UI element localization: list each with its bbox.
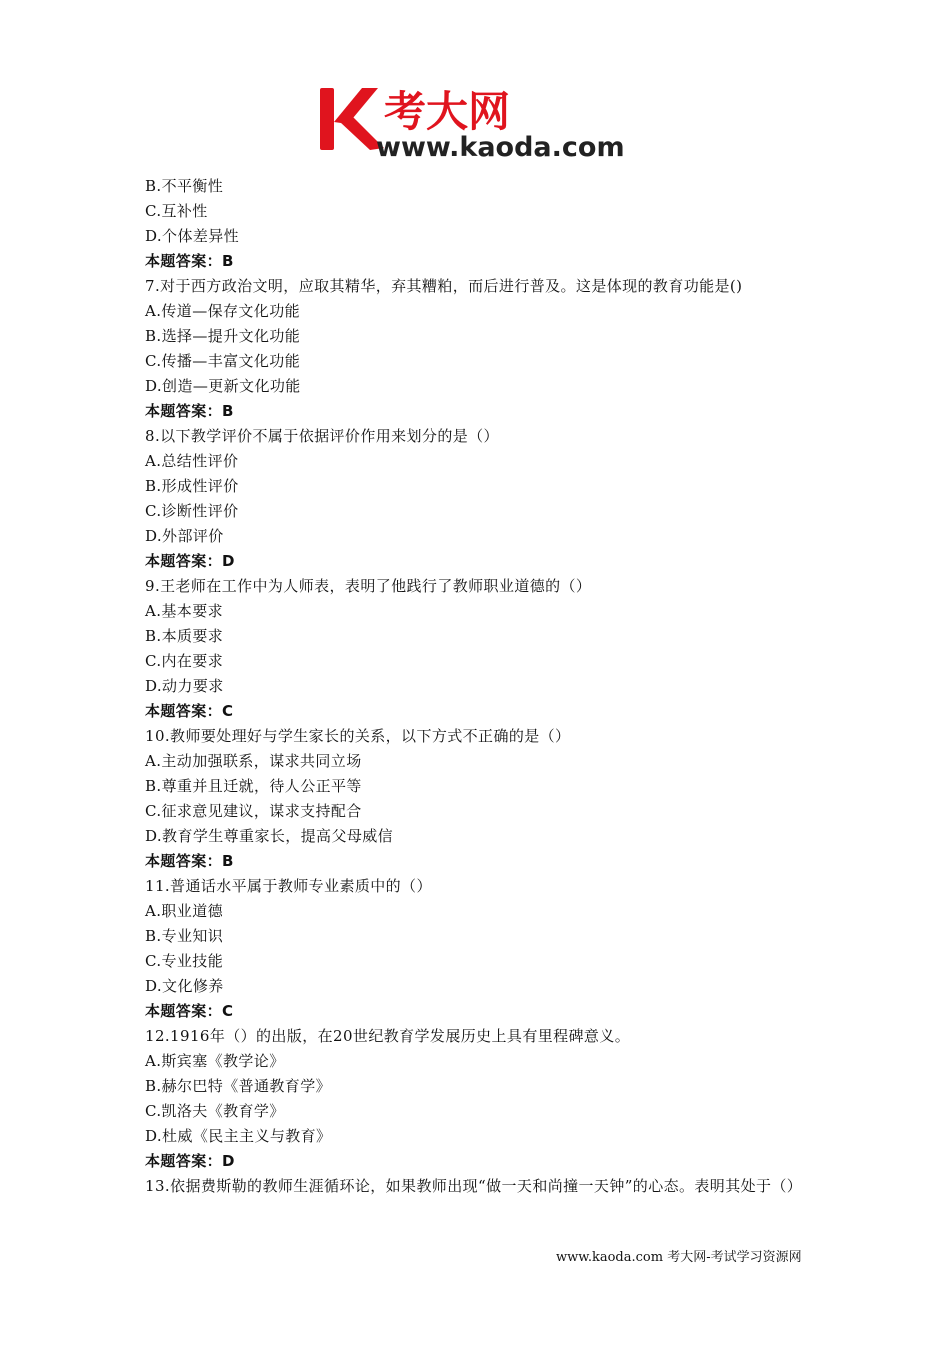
option-line: C.互补性 (145, 202, 208, 220)
answer-line: 本题答案：D (145, 552, 235, 570)
option-line: B.不平衡性 (145, 177, 224, 195)
exam-content (145, 174, 815, 1199)
option-line: A.斯宾塞《教学论》 (145, 1052, 285, 1070)
option-line: C.诊断性评价 (145, 502, 239, 520)
option-line: D.个体差异性 (145, 227, 240, 245)
option-line: D.创造—更新文化功能 (145, 377, 301, 395)
option-line: A.传道—保存文化功能 (145, 302, 301, 320)
option-line: B.赫尔巴特《普通教育学》 (145, 1077, 331, 1095)
answer-line: 本题答案：B (145, 402, 234, 420)
option-line: D.外部评价 (145, 527, 224, 545)
logo-title: 考大网 (384, 87, 511, 136)
option-line: B.本质要求 (145, 627, 224, 645)
question-line: 13.依据费斯勒的教师生涯循环论，如果教师出现“做一天和尚撞一天钟”的心态。表明其处于（） (145, 1177, 803, 1195)
question-line: 12.1916年（）的出版，在20世纪教育学发展历史上具有里程碑意义。 (145, 1027, 631, 1045)
logo-url: www.kaoda.com (376, 132, 625, 162)
option-line: A.主动加强联系，谋求共同立场 (145, 752, 362, 770)
option-line: C.内在要求 (145, 652, 224, 670)
option-line: B.尊重并且迁就，待人公正平等 (145, 777, 362, 795)
option-line: C.征求意见建议，谋求支持配合 (145, 802, 362, 820)
question-line: 8.以下教学评价不属于依据评价作用来划分的是（） (145, 427, 499, 445)
question-line: 7.对于西方政治文明，应取其精华，弃其糟粕，而后进行普及。这是体现的教育功能是() (145, 277, 743, 295)
question-line: 11.普通话水平属于教师专业素质中的（） (145, 877, 432, 895)
answer-line: 本题答案：B (145, 252, 234, 270)
option-line: D.杜威《民主主义与教育》 (145, 1127, 332, 1145)
answer-line: 本题答案：B (145, 852, 234, 870)
option-line: D.教育学生尊重家长，提高父母威信 (145, 827, 394, 845)
option-line: C.专业技能 (145, 952, 224, 970)
option-line: B.选择—提升文化功能 (145, 327, 301, 345)
answer-line: 本题答案：D (145, 1152, 235, 1170)
answer-line: 本题答案：C (145, 1002, 234, 1020)
option-line: C.凯洛夫《教育学》 (145, 1102, 285, 1120)
option-line: D.动力要求 (145, 677, 224, 695)
option-line: A.基本要求 (145, 602, 224, 620)
question-line: 9.王老师在工作中为人师表，表明了他践行了教师职业道德的（） (145, 577, 592, 595)
footer-text: www.kaoda.com 考大网-考试学习资源网 (556, 1250, 802, 1265)
option-line: D.文化修养 (145, 977, 224, 995)
option-line: A.职业道德 (145, 902, 224, 920)
k-mark-icon (320, 88, 384, 150)
question-line: 10.教师要处理好与学生家长的关系，以下方式不正确的是（） (145, 727, 571, 745)
option-line: B.专业知识 (145, 927, 224, 945)
option-line: A.总结性评价 (145, 452, 239, 470)
option-line: B.形成性评价 (145, 477, 239, 495)
kaoda-logo (318, 86, 638, 162)
answer-line: 本题答案：C (145, 702, 234, 720)
option-line: C.传播—丰富文化功能 (145, 352, 301, 370)
